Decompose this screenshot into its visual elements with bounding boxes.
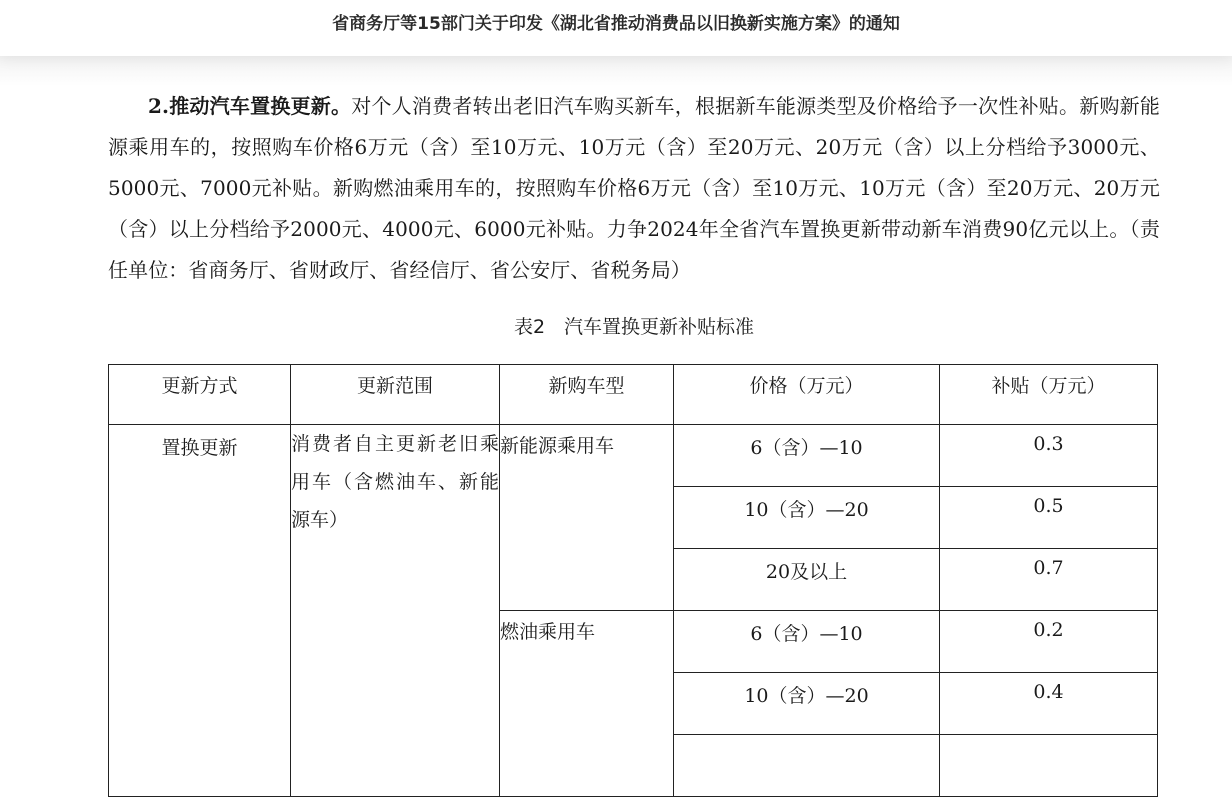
cell-price: 10（含）—20 — [674, 487, 940, 549]
cell-scope: 消费者自主更新老旧乘用车（含燃油车、新能源车） — [291, 425, 500, 797]
cell-price: 6（含）—10 — [674, 611, 940, 673]
cell-subsidy — [940, 735, 1158, 797]
header-subsidy: 补贴（万元） — [940, 365, 1158, 425]
paragraph-text: 对个人消费者转出老旧汽车购买新车，根据新车能源类型及价格给予一次性补贴。新购新能源乘用车的，按照购车价格6万元（含）至10万元、10万元（含）至20万元、20万元（含）以上分档给予3000元、5000元、7000元补贴。新购燃油乘用车的，按照购车价格6万元（含）至10万元、10万元（含）至20万元、20万元（含）以上分档给予2000元、4000元、6000元补贴。力争2024年全省汽车置换更新带动新车消费90亿元以上。（责任单位：省商务厅、省财政厅、省经信厅、省公安厅、省税务局） — [108, 94, 1161, 282]
body-paragraph — [108, 86, 1160, 291]
cell-price: 6（含）—10 — [674, 425, 940, 487]
cell-price: 10（含）—20 — [674, 673, 940, 735]
table-header-row — [109, 365, 1158, 425]
cell-price: 20及以上 — [674, 549, 940, 611]
cell-subsidy: 0.7 — [940, 549, 1158, 611]
cell-vehicle-type-nev: 新能源乘用车 — [500, 425, 674, 611]
cell-method: 置换更新 — [109, 425, 291, 797]
cell-price — [674, 735, 940, 797]
table-row — [109, 425, 1158, 487]
cell-subsidy: 0.2 — [940, 611, 1158, 673]
table-caption: 表2 汽车置换更新补贴标准 — [513, 316, 755, 338]
header-vehicle-type: 新购车型 — [500, 365, 674, 425]
header-price: 价格（万元） — [674, 365, 940, 425]
paragraph-lead: 2.推动汽车置换更新。 — [148, 94, 352, 118]
cell-subsidy: 0.5 — [940, 487, 1158, 549]
header-method: 更新方式 — [109, 365, 291, 425]
subsidy-table — [108, 364, 1158, 797]
header-scope: 更新范围 — [291, 365, 500, 425]
cell-vehicle-type-fuel: 燃油乘用车 — [500, 611, 674, 797]
page-header — [0, 0, 1232, 56]
cell-subsidy: 0.3 — [940, 425, 1158, 487]
header-shadow — [0, 56, 1232, 86]
page-title: 省商务厅等15部门关于印发《湖北省推动消费品以旧换新实施方案》的通知 — [332, 13, 900, 34]
cell-subsidy: 0.4 — [940, 673, 1158, 735]
